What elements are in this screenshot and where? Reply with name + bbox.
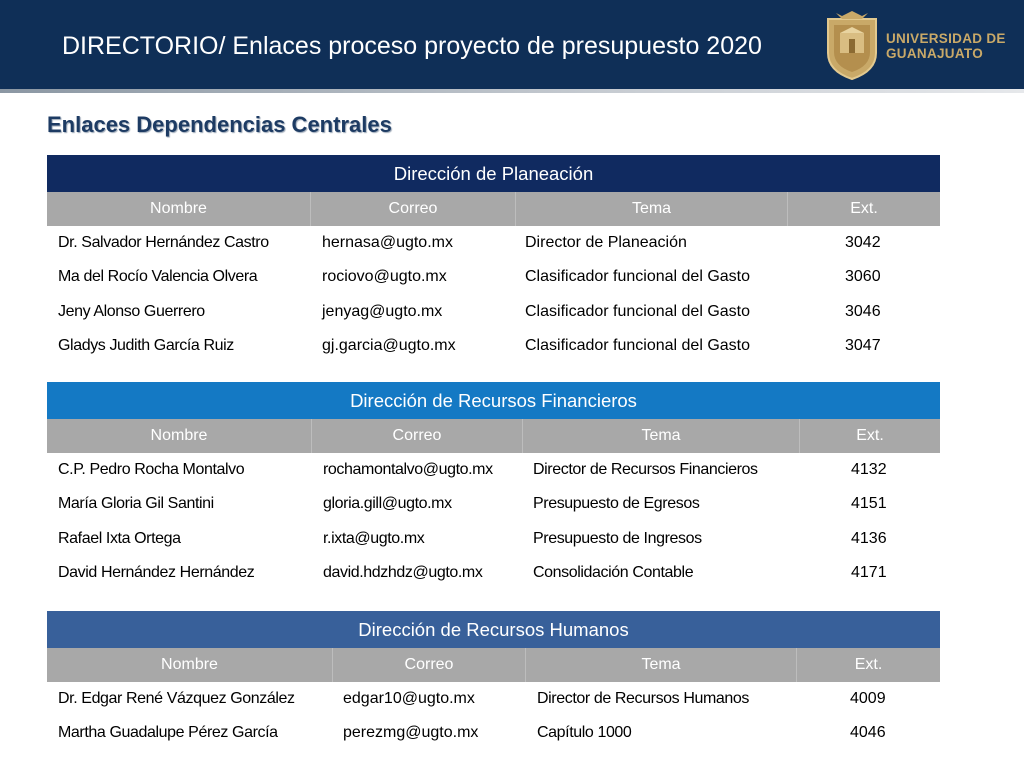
table-recursos-humanos <box>47 611 940 751</box>
cell-ext: 4151 <box>851 495 887 513</box>
cell-ext: 4046 <box>850 724 886 742</box>
cell-nombre: Rafael Ixta Ortega <box>58 529 181 547</box>
cell-correo[interactable]: rochamontalvo@ugto.mx <box>323 461 493 478</box>
cell-ext: 4009 <box>850 690 886 707</box>
cell-nombre: Dr. Salvador Hernández Castro <box>58 234 269 251</box>
section-title: Enlaces Dependencias Centrales <box>47 112 392 137</box>
cell-tema: Clasificador funcional del Gasto <box>525 337 751 355</box>
cell-ext: 3060 <box>845 268 881 286</box>
dept-heading: Dirección de Recursos Financieros <box>47 382 940 419</box>
logo-line-2: GUANAJUATO <box>886 46 984 61</box>
cell-tema: Presupuesto de Ingresos <box>533 529 702 547</box>
header-bar <box>0 0 1024 89</box>
column-header-row <box>47 648 940 682</box>
logo-line-1: UNIVERSIDAD DE <box>886 31 1006 46</box>
cell-ext: 4171 <box>851 564 887 582</box>
col-tema: Tema <box>516 192 788 226</box>
table-recursos-financieros <box>47 382 940 591</box>
table-row <box>47 487 940 521</box>
col-ext: Ext. <box>856 427 884 444</box>
cell-nombre: Gladys Judith García Ruiz <box>58 337 234 355</box>
table-planeacion <box>47 155 940 364</box>
cell-correo[interactable]: david.hdzhdz@ugto.mx <box>323 564 483 582</box>
dept-heading: Dirección de Planeación <box>47 155 940 192</box>
table-row <box>47 226 940 260</box>
cell-tema: Director de Recursos Humanos <box>537 690 749 707</box>
col-nombre: Nombre <box>47 419 312 453</box>
cell-nombre: Jeny Alonso Guerrero <box>58 302 205 320</box>
cell-correo[interactable]: gj.garcia@ugto.mx <box>322 337 456 355</box>
header-separator <box>0 89 1024 93</box>
table-row <box>47 260 940 294</box>
col-correo: Correo <box>311 192 516 226</box>
cell-nombre: C.P. Pedro Rocha Montalvo <box>58 461 245 478</box>
cell-tema: Capítulo 1000 <box>537 724 632 742</box>
col-correo: Correo <box>312 419 523 453</box>
cell-nombre: María Gloria Gil Santini <box>58 495 214 513</box>
col-ext: Ext. <box>850 200 878 217</box>
cell-nombre: Martha Guadalupe Pérez García <box>58 724 278 742</box>
dept-heading: Dirección de Recursos Humanos <box>47 611 940 648</box>
col-nombre: Nombre <box>47 648 333 682</box>
page-title: DIRECTORIO/ Enlaces proceso proyecto de presupuesto 2020 <box>62 32 762 60</box>
cell-tema: Consolidación Contable <box>533 564 694 582</box>
table-row <box>47 716 940 750</box>
column-header-row <box>47 419 940 453</box>
cell-tema: Clasificador funcional del Gasto <box>525 302 751 320</box>
cell-ext: 4132 <box>851 461 887 478</box>
col-correo: Correo <box>333 648 526 682</box>
col-ext: Ext. <box>854 656 883 673</box>
col-tema: Tema <box>523 419 800 453</box>
cell-correo[interactable]: r.ixta@ugto.mx <box>323 529 425 547</box>
table-row <box>47 329 940 363</box>
cell-ext: 3042 <box>845 234 881 251</box>
cell-correo[interactable]: edgar10@ugto.mx <box>343 690 475 707</box>
university-logo <box>822 9 1012 81</box>
table-row <box>47 295 940 329</box>
cell-correo[interactable]: hernasa@ugto.mx <box>322 234 453 251</box>
table-row <box>47 682 940 716</box>
table-row <box>47 522 940 556</box>
cell-tema: Presupuesto de Egresos <box>533 495 700 513</box>
cell-correo[interactable]: gloria.gill@ugto.mx <box>323 495 452 513</box>
cell-ext: 4136 <box>851 529 887 547</box>
cell-ext: 3046 <box>845 302 881 320</box>
table-row <box>47 453 940 487</box>
cell-tema: Director de Planeación <box>525 234 687 251</box>
column-header-row <box>47 192 940 226</box>
col-tema: Tema <box>526 648 797 682</box>
cell-tema: Clasificador funcional del Gasto <box>525 268 751 286</box>
cell-ext: 3047 <box>845 337 881 355</box>
cell-tema: Director de Recursos Financieros <box>533 461 758 478</box>
cell-correo[interactable]: rociovo@ugto.mx <box>322 268 447 286</box>
cell-correo[interactable]: jenyag@ugto.mx <box>322 302 443 320</box>
table-row <box>47 556 940 590</box>
cell-correo[interactable]: perezmg@ugto.mx <box>343 724 479 742</box>
university-crest-icon <box>822 9 882 81</box>
col-nombre: Nombre <box>47 192 311 226</box>
cell-nombre: David Hernández Hernández <box>58 564 255 582</box>
cell-nombre: Ma del Rocío Valencia Olvera <box>58 268 258 286</box>
cell-nombre: Dr. Edgar René Vázquez González <box>58 690 295 707</box>
university-name <box>886 31 1006 61</box>
